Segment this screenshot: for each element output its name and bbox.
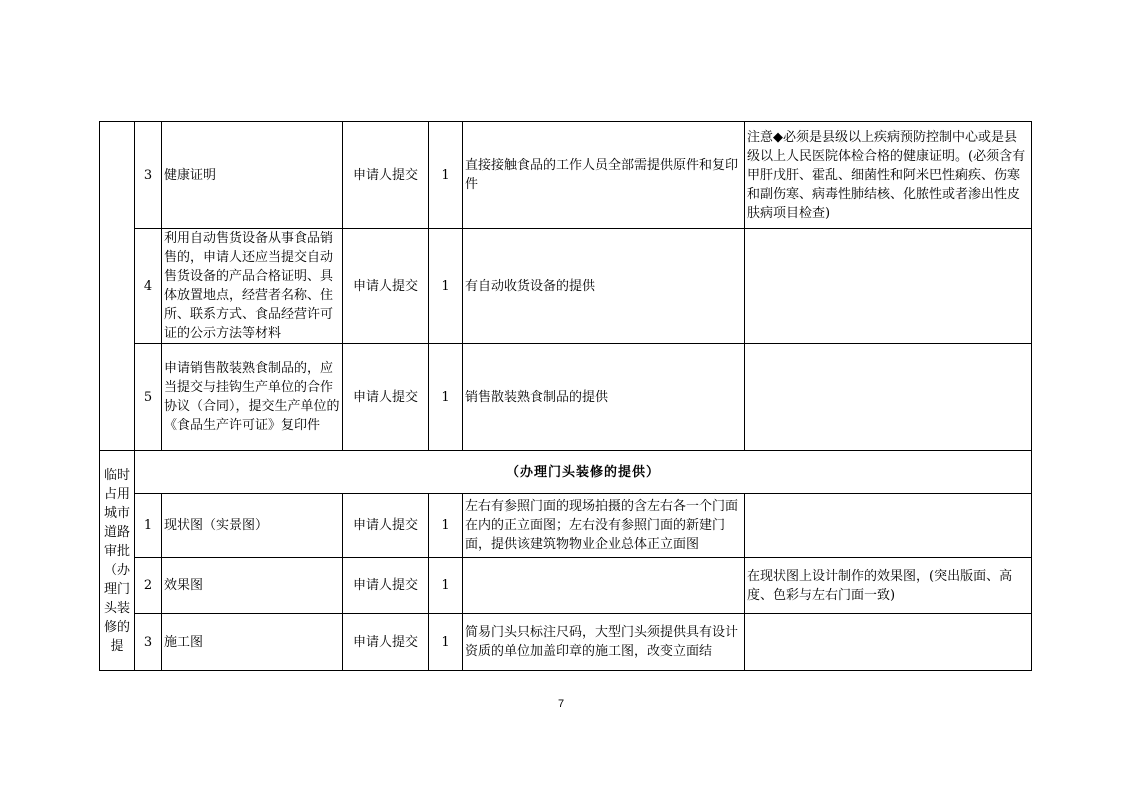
table-row: [100, 451, 1032, 494]
row-number: 1: [135, 494, 162, 558]
copy-count: 1: [429, 122, 463, 229]
note: [745, 344, 1032, 451]
material-name: 施工图: [162, 614, 343, 671]
note: 在现状图上设计制作的效果图，(突出版面、高度、色彩与左右门面一致): [745, 558, 1032, 614]
submit-method: 申请人提交: [343, 229, 429, 344]
material-name: 利用自动售货设备从事食品销售的，申请人还应当提交自动售货设备的产品合格证明、具体放置地点，经营者名称、住所、联系方式、食品经营许可证的公示方法等材料: [162, 229, 343, 344]
copy-count: 1: [429, 344, 463, 451]
requirement: 直接接触食品的工作人员全部需提供原件和复印件: [463, 122, 745, 229]
requirement: 有自动收货设备的提供: [463, 229, 745, 344]
copy-count: 1: [429, 494, 463, 558]
submit-method: 申请人提交: [343, 122, 429, 229]
table-row: [100, 614, 1032, 671]
material-name: 健康证明: [162, 122, 343, 229]
submit-method: 申请人提交: [343, 558, 429, 614]
row-number: 3: [135, 122, 162, 229]
copy-count: 1: [429, 614, 463, 671]
table-row: [100, 558, 1032, 614]
category-cell: 临时占用城市道路审批（办理门头装修的提: [100, 451, 135, 671]
table-row: [100, 229, 1032, 344]
note: [745, 229, 1032, 344]
table-row: [100, 494, 1032, 558]
note: 注意◆必须是县级以上疾病预防控制中心或是县级以上人民医院体检合格的健康证明。(必须含有甲肝戊肝、霍乱、细菌性和阿米巴性痢疾、伤寒和副伤寒、病毒性肺结核、化脓性或者渗出性皮肤病项目检查): [745, 122, 1032, 229]
note: [745, 494, 1032, 558]
requirement: [463, 558, 745, 614]
note: [745, 614, 1032, 671]
requirement: 简易门头只标注尺码，大型门头须提供具有设计资质的单位加盖印章的施工图，改变立面结: [463, 614, 745, 671]
copy-count: 1: [429, 229, 463, 344]
row-number: 4: [135, 229, 162, 344]
copy-count: 1: [429, 558, 463, 614]
section-title: （办理门头装修的提供）: [135, 451, 1032, 494]
material-name: 现状图（实景图）: [162, 494, 343, 558]
materials-table: [99, 121, 1032, 671]
requirement: 销售散装熟食制品的提供: [463, 344, 745, 451]
row-number: 2: [135, 558, 162, 614]
submit-method: 申请人提交: [343, 614, 429, 671]
submit-method: 申请人提交: [343, 344, 429, 451]
row-number: 5: [135, 344, 162, 451]
submit-method: 申请人提交: [343, 494, 429, 558]
material-name: 效果图: [162, 558, 343, 614]
category-cell-empty: [100, 122, 135, 451]
material-name: 申请销售散装熟食制品的，应当提交与挂钩生产单位的合作协议（合同），提交生产单位的《食品生产许可证》复印件: [162, 344, 343, 451]
page-number: 7: [557, 698, 565, 710]
table-row: [100, 122, 1032, 229]
requirement: 左右有参照门面的现场拍摄的含左右各一个门面在内的正立面图；左右没有参照门面的新建门面，提供该建筑物物业企业总体正立面图: [463, 494, 745, 558]
table-row: [100, 344, 1032, 451]
row-number: 3: [135, 614, 162, 671]
